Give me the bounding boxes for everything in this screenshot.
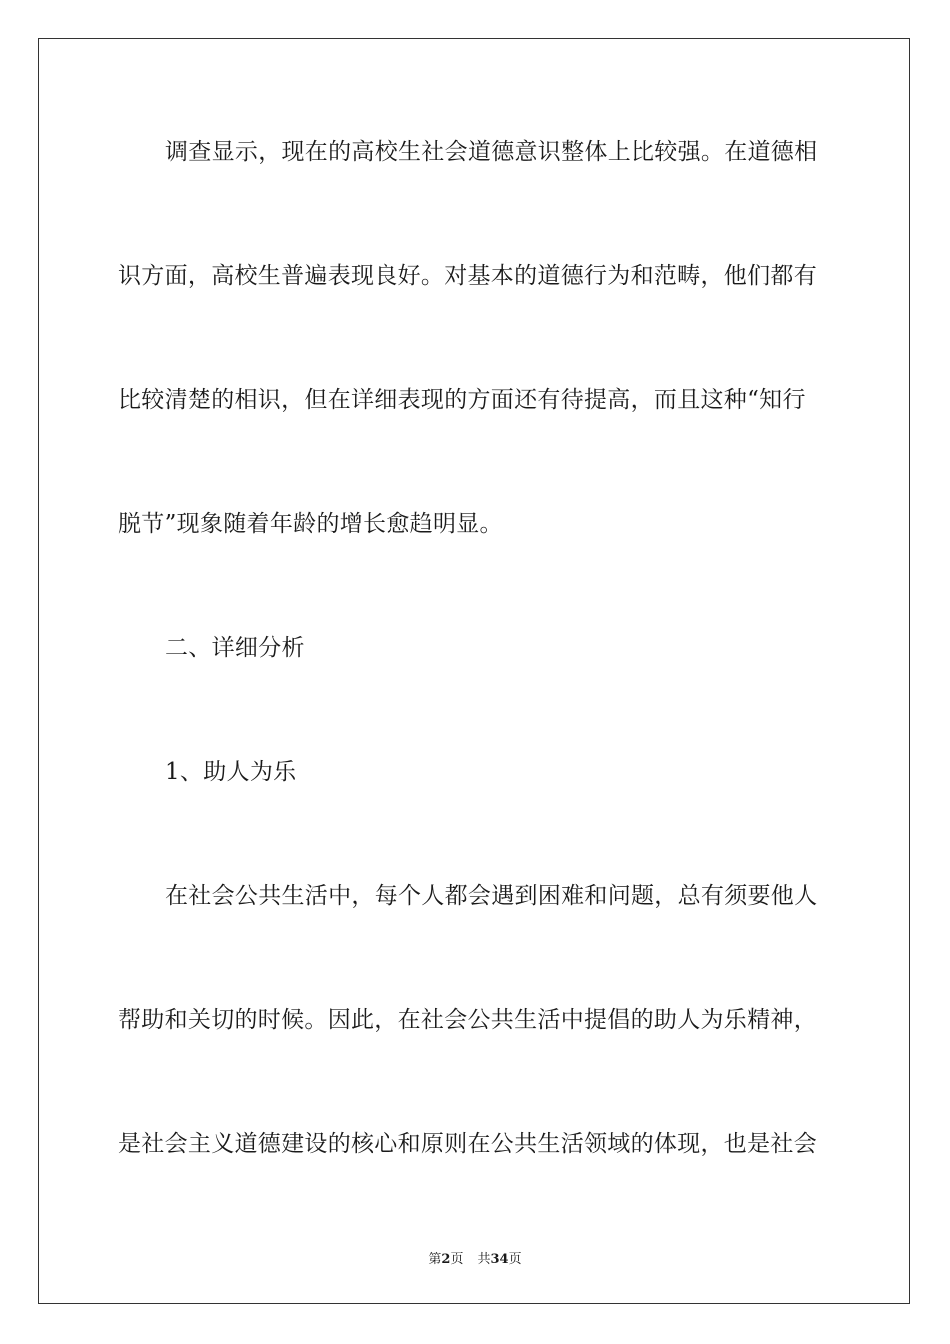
paragraph-line: 是社会主义道德建设的核心和原则在公共生活领域的体现，也是社会	[118, 1131, 817, 1157]
current-page-number: 2	[441, 1252, 451, 1267]
total-label-prefix: 共	[477, 1252, 491, 1267]
total-label-suffix: 页	[508, 1252, 522, 1267]
paragraph-line: 比较清楚的相识，但在详细表现的方面还有待提高，而且这种“知行	[118, 387, 806, 413]
page-border	[38, 38, 910, 1304]
page-footer	[0, 1248, 950, 1267]
total-page-count: 34	[490, 1252, 509, 1267]
paragraph-line: 识方面，高校生普遍表现良好。对基本的道德行为和范畴，他们都有	[118, 263, 817, 289]
page-label-prefix: 第	[428, 1252, 442, 1267]
paragraph-line: 调查显示，现在的高校生社会道德意识整体上比较强。在道德相	[165, 139, 818, 165]
subsection-heading: 1、助人为乐	[165, 759, 297, 785]
paragraph-line: 在社会公共生活中，每个人都会遇到困难和问题，总有须要他人	[165, 883, 818, 909]
page-label-suffix: 页	[450, 1252, 464, 1267]
paragraph-line: 脱节”现象随着年龄的增长愈趋明显。	[118, 511, 503, 537]
paragraph-line: 帮助和关切的时候。因此，在社会公共生活中提倡的助人为乐精神，	[118, 1007, 817, 1033]
section-heading: 二、详细分析	[165, 635, 305, 661]
